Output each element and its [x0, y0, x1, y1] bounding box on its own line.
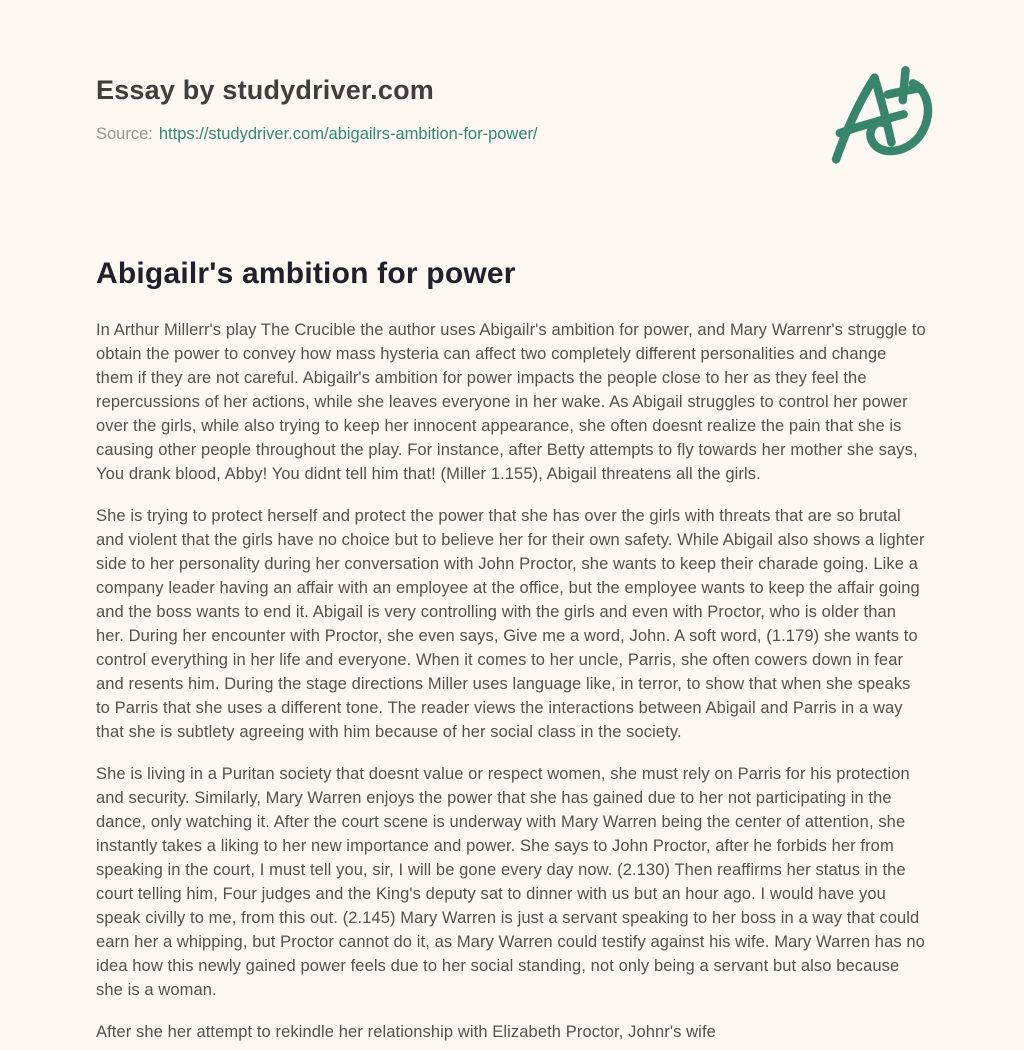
essay-content: [96, 256, 928, 1044]
essay-paragraph-2: She is trying to protect herself and protect the power that she has over the girls with threats that are so brutal and violent that the girls have no choice but to believe her for their own safety. While Abigail also shows a lighter side to her personality during her conversation with John Proctor, she wants to keep their charade going. Like a company leader having an affair with an employee at the office, but the employee wants to keep the affair going and the boss wants to end it. Abigail is very controlling with the girls and even with Proctor, who is older than her. During her encounter with Proctor, she even says, Give me a word, John. A soft word, (1.179) she wants to control everything in her life and everyone. When it comes to her uncle, Parris, she often cowers down in fear and resents him. During the stage directions Miller uses language like, in terror, to show that when she speaks to Parris that she uses a different tone. The reader views the interactions between Abigail and Parris in a way that she is subtlety agreeing with him because of her social class in the society.: [96, 507, 925, 741]
page-title: Essay by studydriver.com: [96, 75, 434, 105]
essay-paragraph-3: She is living in a Puritan society that doesnt value or respect women, she must rely on Parris for his protection and security. Similarly, Mary Warren enjoys the power that she has gained due to her not participating in the dance, only watching it. After the court scene is underway with Mary Warren being the center of attention, she instantly takes a liking to her new importance and power. She says to John Proctor, after he forbids her from speaking in the court, I must tell you, sir, I will be gone every day now. (2.130) Then reaffirms her status in the court telling him, Four judges and the King's deputy sat to dinner with us but an hour ago. I would have you speak civilly to me, from this out. (2.145) Mary Warren is just a servant speaking to her boss in a way that could earn her a whipping, but Proctor cannot do it, as Mary Warren could testify against his wife. Mary Warren has no idea how this newly gained power feels due to her social standing, not only being a servant but also because she is a woman.: [96, 765, 925, 999]
source-label: Source:: [96, 125, 153, 143]
essay-body: [96, 318, 928, 1044]
essay-paragraph-1: In Arthur Millerr's play The Crucible the author uses Abigailr's ambition for power, and Mary Warrenr's struggle to obtain the power to convey how mass hysteria can affect two completely different personalities and change them if they are not careful. Abigailr's ambition for power impacts the people close to her as they feel the repercussions of her actions, while she leaves everyone in her wake. As Abigail struggles to control her power over the girls, while also trying to keep her innocent appearance, she often doesnt realize the pain that she is causing other people throughout the play. For instance, after Betty attempts to fly towards her mother she says, You drank blood, Abby! You didnt tell him that! (Miller 1.155), Abigail threatens all the girls.: [96, 321, 926, 483]
document-header: [96, 76, 928, 144]
a-plus-logo-icon: [822, 58, 944, 180]
source-line: [96, 124, 928, 144]
source-link[interactable]: https://studydriver.com/abigailrs-ambition-for-power/: [158, 125, 538, 143]
essay-paragraph-4: After she her attempt to rekindle her relationship with Elizabeth Proctor, Johnr's wife: [96, 1023, 716, 1041]
essay-title: Abigailr's ambition for power: [96, 257, 516, 290]
